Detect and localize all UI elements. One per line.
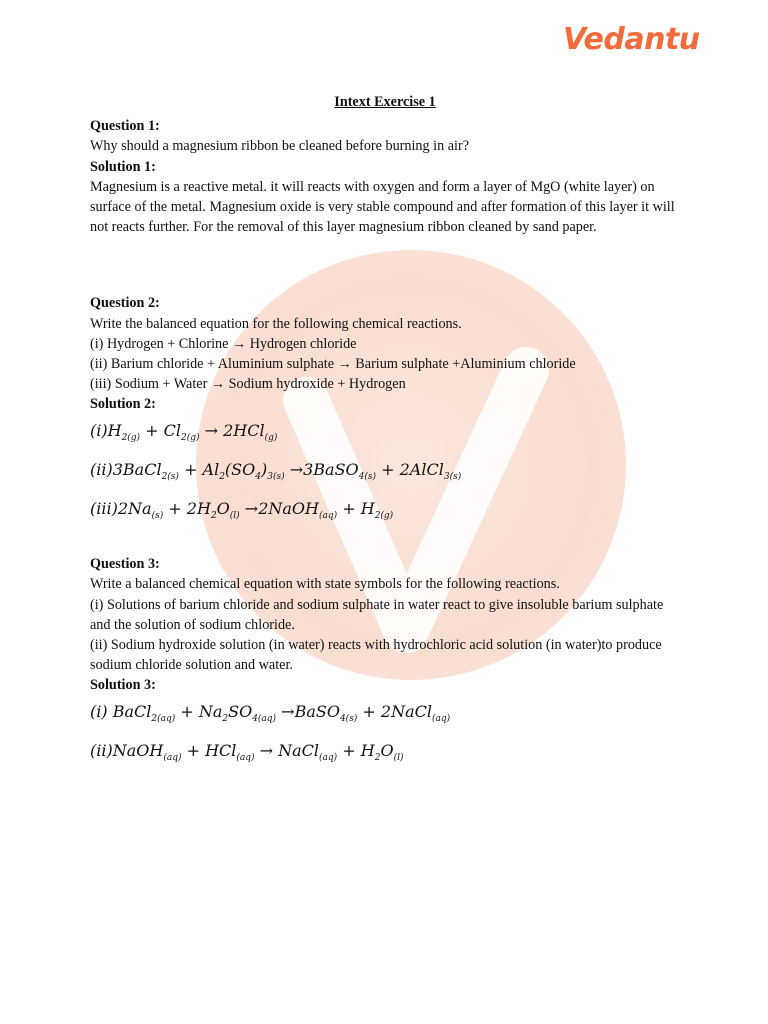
document-body xyxy=(90,92,680,774)
question-1-text: Why should a magnesium ribbon be cleaned before burning in air? xyxy=(90,138,470,155)
equation-2-iii: $(iii)2Na_{(s)} + 2H_2O_{(l)}$ →2NaOH$_{(aq)}$ + $H_{2(g)}$ xyxy=(90,499,394,522)
question-2-heading: Question 2: xyxy=(90,295,160,312)
page-title: Intext Exercise 1 xyxy=(334,94,436,110)
equation-3-i: (i) BaCl$_{2(aq)}$ + $Na_2SO_{4(aq)}$ →BaSO$_{4(s)}$ + 2NaCl$_{(aq)}$ xyxy=(90,701,451,724)
solution-2-heading: Solution 2: xyxy=(90,396,156,413)
solution-1-text: Magnesium is a reactive metal. it will reacts with oxygen and form a layer of MgO (white layer) on surface of the metal. Magnesium oxide is very stable compound and after formation of this layer it will not reacts further. For the removal of this layer magnesium ribbon cleaned by sand paper. xyxy=(90,178,675,236)
question-3-text: Write a balanced chemical equation with state symbols for the following reactions. xyxy=(90,576,560,593)
equation-3-ii: (ii)NaOH$_{(aq)}$ + HCl$_{(aq)}$ → NaCl$_{(aq)}$ + $H_2O_{(l)}$ xyxy=(90,740,404,763)
question-1-heading: Question 1: xyxy=(90,118,160,135)
question-3-heading: Question 3: xyxy=(90,556,160,573)
solution-1-heading: Solution 1: xyxy=(90,158,156,175)
question-2-text: Write the balanced equation for the following chemical reactions. xyxy=(90,315,462,332)
equation-2-ii: (ii)3BaCl$_{2(s)}$ + $Al_2(SO_4)_{3(s)}$ →3BaSO$_{4(s)}$ + 2AlCl$_{3(s)}$ xyxy=(90,459,462,483)
question-2-item: (iii) Sodium + Water → Sodium hydroxide + Hydrogen xyxy=(90,376,406,393)
question-3-item: (ii) Sodium hydroxide solution (in water) reacts with hydrochloric acid solution (in water)to produce sodium chloride solution and water. xyxy=(90,637,662,674)
question-3-item: (i) Solutions of barium chloride and sodium sulphate in water react to give insoluble barium sulphate and the solution of sodium chloride. xyxy=(90,596,664,633)
question-2-item: (ii) Barium chloride + Aluminium sulphate → Barium sulphate +Aluminium chloride xyxy=(90,356,576,373)
equation-2-i: $(i)H_{2(g)} + Cl_{2(g)} \to 2HCl_{(g)}$ xyxy=(90,420,278,443)
vedantu-logo[interactable]: Vedantu xyxy=(563,22,700,57)
solution-3-heading: Solution 3: xyxy=(90,677,156,694)
question-2-item: (i) Hydrogen + Chlorine → Hydrogen chloride xyxy=(90,335,357,352)
